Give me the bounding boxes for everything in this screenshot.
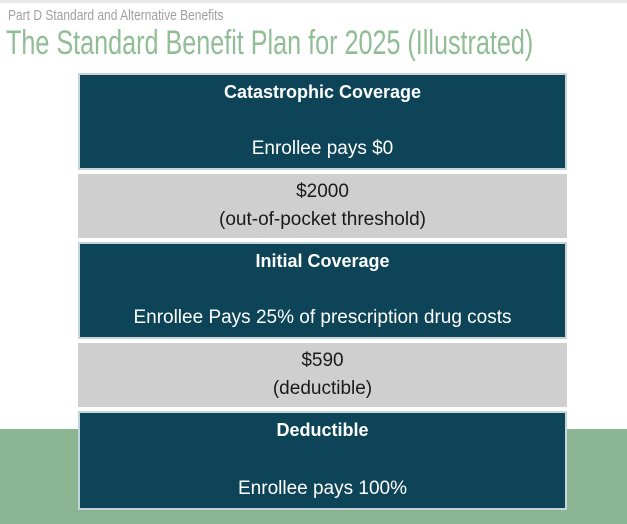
top-divider [0, 0, 627, 3]
phase-title: Deductible [276, 420, 369, 440]
threshold-amount: $590 [301, 350, 344, 371]
threshold-block-deductible [78, 343, 567, 407]
benefit-stack [78, 73, 567, 510]
slide-title: The Standard Benefit Plan for 2025 (Illustrated) [6, 24, 534, 62]
threshold-block-out-of-pocket [78, 174, 567, 238]
phase-block-catastrophic-coverage [78, 73, 567, 170]
threshold-label: (deductible) [272, 378, 373, 399]
phase-detail: Enrollee pays $0 [251, 138, 394, 159]
phase-block-initial-coverage [78, 242, 567, 339]
phase-detail: Enrollee Pays 25% of prescription drug costs [133, 307, 512, 328]
phase-title: Initial Coverage [255, 251, 390, 271]
threshold-label: (out-of-pocket threshold) [219, 209, 426, 230]
slide-eyebrow: Part D Standard and Alternative Benefits [8, 7, 224, 24]
threshold-amount: $2000 [296, 181, 349, 202]
phase-detail: Enrollee pays 100% [238, 478, 407, 499]
phase-title: Catastrophic Coverage [223, 82, 422, 102]
phase-block-deductible [78, 411, 567, 510]
